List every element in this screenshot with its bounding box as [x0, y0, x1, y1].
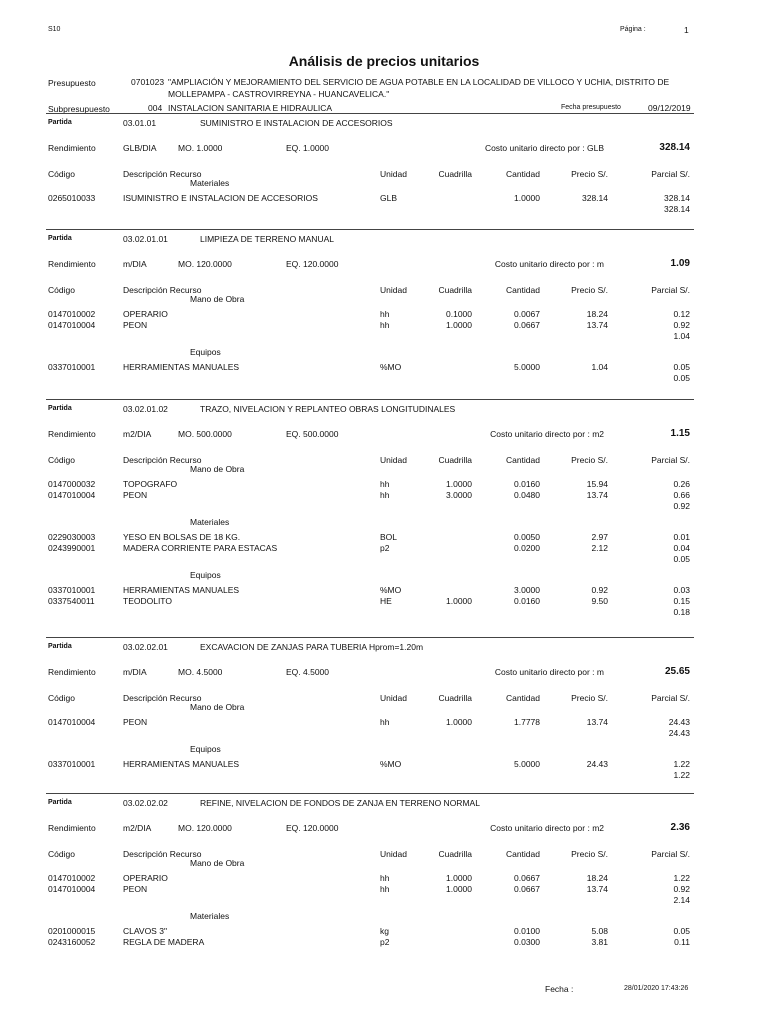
- resource-precio: 13.74: [586, 320, 608, 330]
- rendimiento-label: Rendimiento: [48, 259, 96, 269]
- resource-code: 0147010004: [48, 884, 96, 894]
- partida-name: LIMPIEZA DE TERRENO MANUAL: [200, 234, 334, 244]
- col-header-codigo: Código: [48, 849, 75, 859]
- col-header-parcial: Parcial S/.: [651, 285, 690, 295]
- col-header-cuadrilla: Cuadrilla: [438, 169, 472, 179]
- col-header-precio: Precio S/.: [571, 455, 608, 465]
- resource-parcial: 0.92: [673, 884, 690, 894]
- fecha-presupuesto-label: Fecha presupuesto: [561, 104, 621, 111]
- partida-label: Partida: [48, 235, 72, 242]
- group-name: Materiales: [190, 178, 230, 188]
- group-subtotal: 1.22: [673, 770, 690, 780]
- col-header-unidad: Unidad: [380, 693, 407, 703]
- col-header-precio: Precio S/.: [571, 849, 608, 859]
- col-header-descripcion: Descripción Recurso: [123, 693, 202, 703]
- resource-code: 0229030003: [48, 532, 96, 542]
- resource-parcial: 0.11: [674, 937, 690, 947]
- group-name: Mano de Obra: [190, 294, 245, 304]
- col-header-unidad: Unidad: [380, 455, 407, 465]
- col-header-cantidad: Cantidad: [505, 455, 540, 465]
- resource-description: OPERARIO: [123, 873, 168, 883]
- resource-description: HERRAMIENTAS MANUALES: [123, 759, 240, 769]
- col-header-descripcion: Descripción Recurso: [123, 285, 202, 295]
- costo-unitario-value: 1.09: [670, 258, 690, 269]
- resource-precio: 3.81: [591, 937, 608, 947]
- col-header-descripcion: Descripción Recurso: [123, 169, 202, 179]
- resource-precio: 2.97: [591, 532, 608, 542]
- partida-separator: [46, 399, 694, 400]
- col-header-codigo: Código: [48, 693, 75, 703]
- col-header-cantidad: Cantidad: [505, 285, 540, 295]
- resource-cantidad: 0.0200: [514, 543, 540, 553]
- group-subtotal: 0.05: [673, 554, 690, 564]
- group-name: Equipos: [190, 347, 221, 357]
- resource-code: 0337540011: [48, 596, 95, 606]
- resource-unit: p2: [380, 937, 390, 947]
- col-header-cuadrilla: Cuadrilla: [438, 849, 472, 859]
- group-subtotal: 0.18: [673, 607, 690, 617]
- group-subtotal: 1.04: [673, 331, 690, 341]
- resource-description: CLAVOS 3": [123, 926, 167, 936]
- partida-separator: [46, 229, 694, 230]
- resource-parcial: 0.04: [673, 543, 690, 553]
- resource-precio: 18.24: [586, 309, 608, 319]
- resource-code: 0147010002: [48, 873, 96, 883]
- costo-unitario-value: 25.65: [664, 666, 690, 677]
- resource-parcial: 24.43: [668, 717, 690, 727]
- col-header-precio: Precio S/.: [571, 169, 608, 179]
- resource-cuadrilla: 3.0000: [446, 490, 472, 500]
- group-name: Mano de Obra: [190, 464, 245, 474]
- rendimiento-unit: m2/DIA: [123, 823, 152, 833]
- resource-unit: hh: [380, 884, 390, 894]
- footer-fecha-label: Fecha :: [545, 984, 574, 994]
- partida-name: EXCAVACION DE ZANJAS PARA TUBERIA Hprom=1.20m: [200, 642, 424, 652]
- costo-unitario-value: 2.36: [670, 822, 690, 833]
- group-name: Mano de Obra: [190, 858, 245, 868]
- rendimiento-eq: EQ. 120.0000: [286, 259, 339, 269]
- group-name: Materiales: [190, 517, 230, 527]
- rendimiento-label: Rendimiento: [48, 143, 96, 153]
- resource-code: 0147010002: [48, 309, 96, 319]
- partida-code: 03.02.02.01: [123, 642, 168, 652]
- col-header-descripcion: Descripción Recurso: [123, 455, 202, 465]
- resource-code: 0147000032: [48, 479, 96, 489]
- subpresupuesto-label: Subpresupuesto: [48, 104, 110, 114]
- resource-description: HERRAMIENTAS MANUALES: [123, 362, 240, 372]
- resource-cantidad: 0.0067: [514, 309, 540, 319]
- page-title: Análisis de precios unitarios: [288, 53, 480, 69]
- resource-unit: BOL: [380, 532, 398, 542]
- resource-parcial: 1.22: [673, 759, 690, 769]
- col-header-cuadrilla: Cuadrilla: [438, 693, 472, 703]
- resource-description: PEON: [123, 320, 148, 330]
- resource-cantidad: 0.0050: [514, 532, 540, 542]
- rendimiento-unit: m/DIA: [123, 259, 147, 269]
- resource-code: 0243990001: [48, 543, 96, 553]
- resource-parcial: 0.03: [673, 585, 690, 595]
- resource-unit: hh: [380, 320, 390, 330]
- partida-code: 03.02.01.01: [123, 234, 168, 244]
- resource-unit: p2: [380, 543, 390, 553]
- group-subtotal: 24.43: [668, 728, 690, 738]
- resource-cuadrilla: 1.0000: [446, 596, 472, 606]
- presupuesto-label: Presupuesto: [48, 78, 96, 88]
- resource-code: 0265010033: [48, 193, 96, 203]
- col-header-codigo: Código: [48, 169, 75, 179]
- resource-code: 0147010004: [48, 320, 96, 330]
- resource-precio: 9.50: [591, 596, 608, 606]
- resource-precio: 18.24: [586, 873, 608, 883]
- resource-code: 0243160052: [48, 937, 96, 947]
- rendimiento-mo: MO. 500.0000: [178, 429, 232, 439]
- resource-cantidad: 0.0100: [514, 926, 540, 936]
- resource-cantidad: 0.0160: [514, 596, 540, 606]
- resource-cantidad: 0.0667: [514, 320, 540, 330]
- resource-cantidad: 5.0000: [514, 759, 540, 769]
- presupuesto-name-line2: MOLLEPAMPA - CASTROVIRREYNA - HUANCAVELICA.": [168, 89, 390, 99]
- report-code: S10: [48, 26, 61, 33]
- resource-unit: %MO: [380, 585, 402, 595]
- footer-fecha-value: 28/01/2020 17:43:26: [624, 985, 689, 992]
- rendimiento-mo: MO. 120.0000: [178, 823, 232, 833]
- col-header-descripcion: Descripción Recurso: [123, 849, 202, 859]
- col-header-precio: Precio S/.: [571, 285, 608, 295]
- resource-parcial: 0.05: [673, 926, 690, 936]
- resource-description: HERRAMIENTAS MANUALES: [123, 585, 240, 595]
- rendimiento-unit: GLB/DIA: [123, 143, 157, 153]
- col-header-codigo: Código: [48, 455, 75, 465]
- col-header-cuadrilla: Cuadrilla: [438, 285, 472, 295]
- costo-unitario-label: Costo unitario directo por : m: [494, 667, 604, 677]
- group-name: Equipos: [190, 744, 221, 754]
- group-name: Equipos: [190, 570, 221, 580]
- col-header-parcial: Parcial S/.: [651, 455, 690, 465]
- resource-description: OPERARIO: [123, 309, 168, 319]
- resource-description: PEON: [123, 717, 148, 727]
- resource-precio: 1.04: [591, 362, 608, 372]
- resource-precio: 328.14: [582, 193, 608, 203]
- partida-label: Partida: [48, 799, 72, 806]
- resource-code: 0337010001: [48, 585, 96, 595]
- resource-cantidad: 0.0480: [514, 490, 540, 500]
- resource-parcial: 0.05: [673, 362, 690, 372]
- resource-description: ISUMINISTRO E INSTALACION DE ACCESORIOS: [123, 193, 318, 203]
- costo-unitario-value: 1.15: [670, 428, 690, 439]
- rendimiento-eq: EQ. 1.0000: [286, 143, 330, 153]
- costo-unitario-label: Costo unitario directo por : GLB: [484, 143, 604, 153]
- resource-parcial: 0.26: [673, 479, 690, 489]
- partida-name: TRAZO, NIVELACION Y REPLANTEO OBRAS LONGITUDINALES: [200, 404, 456, 414]
- resource-description: MADERA CORRIENTE PARA ESTACAS: [123, 543, 278, 553]
- resource-cantidad: 3.0000: [514, 585, 540, 595]
- partida-separator: [46, 637, 694, 638]
- partida-label: Partida: [48, 405, 72, 412]
- resource-code: 0147010004: [48, 717, 96, 727]
- subpresupuesto-name: INSTALACION SANITARIA E HIDRAULICA: [168, 103, 333, 113]
- group-name: Mano de Obra: [190, 702, 245, 712]
- rendimiento-eq: EQ. 120.0000: [286, 823, 339, 833]
- resource-unit: hh: [380, 479, 390, 489]
- resource-unit: hh: [380, 490, 390, 500]
- partida-code: 03.02.01.02: [123, 404, 168, 414]
- col-header-codigo: Código: [48, 285, 75, 295]
- costo-unitario-label: Costo unitario directo por : m2: [490, 823, 604, 833]
- resource-code: 0337010001: [48, 362, 96, 372]
- resource-cuadrilla: 1.0000: [446, 479, 472, 489]
- resource-precio: 15.94: [586, 479, 608, 489]
- resource-unit: %MO: [380, 362, 402, 372]
- resource-cantidad: 5.0000: [514, 362, 540, 372]
- partida-name: SUMINISTRO E INSTALACION DE ACCESORIOS: [200, 118, 393, 128]
- resource-parcial: 0.12: [673, 309, 690, 319]
- resource-description: PEON: [123, 884, 148, 894]
- group-subtotal: 0.92: [673, 501, 690, 511]
- rendimiento-mo: MO. 120.0000: [178, 259, 232, 269]
- rendimiento-eq: EQ. 500.0000: [286, 429, 339, 439]
- resource-precio: 2.12: [591, 543, 608, 553]
- rendimiento-mo: MO. 4.5000: [178, 667, 223, 677]
- resource-parcial: 0.66: [673, 490, 690, 500]
- resource-description: TEODOLITO: [123, 596, 172, 606]
- resource-cantidad: 0.0667: [514, 884, 540, 894]
- resource-parcial: 0.92: [673, 320, 690, 330]
- resource-description: TOPOGRAFO: [123, 479, 178, 489]
- resource-code: 0337010001: [48, 759, 96, 769]
- rendimiento-label: Rendimiento: [48, 429, 96, 439]
- col-header-cantidad: Cantidad: [505, 169, 540, 179]
- resource-cantidad: 0.0160: [514, 479, 540, 489]
- presupuesto-code: 0701023: [131, 77, 165, 87]
- resource-cantidad: 0.0667: [514, 873, 540, 883]
- partida-separator: [46, 113, 694, 114]
- rendimiento-label: Rendimiento: [48, 823, 96, 833]
- page-label: Página :: [620, 26, 646, 33]
- col-header-parcial: Parcial S/.: [651, 693, 690, 703]
- subpresupuesto-code: 004: [148, 103, 163, 113]
- resource-description: PEON: [123, 490, 148, 500]
- col-header-unidad: Unidad: [380, 849, 407, 859]
- resource-unit: hh: [380, 717, 390, 727]
- group-subtotal: 0.05: [673, 373, 690, 383]
- rendimiento-label: Rendimiento: [48, 667, 96, 677]
- costo-unitario-label: Costo unitario directo por : m: [494, 259, 604, 269]
- partida-code: 03.01.01: [123, 118, 157, 128]
- resource-unit: %MO: [380, 759, 402, 769]
- resource-precio: 5.08: [591, 926, 608, 936]
- col-header-parcial: Parcial S/.: [651, 849, 690, 859]
- resource-cuadrilla: 0.1000: [446, 309, 472, 319]
- resource-precio: 0.92: [591, 585, 608, 595]
- partida-separator: [46, 793, 694, 794]
- resource-parcial: 0.15: [673, 596, 690, 606]
- resource-parcial: 328.14: [664, 193, 690, 203]
- resource-precio: 13.74: [586, 490, 608, 500]
- resource-parcial: 1.22: [673, 873, 690, 883]
- col-header-unidad: Unidad: [380, 169, 407, 179]
- col-header-cantidad: Cantidad: [505, 849, 540, 859]
- resource-cantidad: 1.7778: [514, 717, 540, 727]
- rendimiento-unit: m2/DIA: [123, 429, 152, 439]
- resource-cantidad: 1.0000: [514, 193, 540, 203]
- resource-cuadrilla: 1.0000: [446, 884, 472, 894]
- col-header-precio: Precio S/.: [571, 693, 608, 703]
- resource-parcial: 0.01: [673, 532, 690, 542]
- resource-unit: hh: [380, 309, 390, 319]
- resource-description: YESO EN BOLSAS DE 18 KG.: [123, 532, 241, 542]
- resource-unit: GLB: [380, 193, 398, 203]
- rendimiento-unit: m/DIA: [123, 667, 147, 677]
- group-subtotal: 328.14: [664, 204, 690, 214]
- partida-label: Partida: [48, 643, 72, 650]
- costo-unitario-value: 328.14: [659, 142, 690, 153]
- partida-label: Partida: [48, 119, 72, 126]
- resource-cuadrilla: 1.0000: [446, 717, 472, 727]
- rendimiento-eq: EQ. 4.5000: [286, 667, 330, 677]
- resource-cuadrilla: 1.0000: [446, 873, 472, 883]
- col-header-unidad: Unidad: [380, 285, 407, 295]
- resource-code: 0201000015: [48, 926, 96, 936]
- group-subtotal: 2.14: [673, 895, 690, 905]
- costo-unitario-label: Costo unitario directo por : m2: [490, 429, 604, 439]
- resource-unit: kg: [380, 926, 389, 936]
- rendimiento-mo: MO. 1.0000: [178, 143, 223, 153]
- col-header-parcial: Parcial S/.: [651, 169, 690, 179]
- presupuesto-name-line1: "AMPLIACIÓN Y MEJORAMIENTO DEL SERVICIO DE AGUA POTABLE EN LA LOCALIDAD DE VILLOCO Y UCHIA, DISTRITO DE: [168, 77, 670, 87]
- fecha-presupuesto-value: 09/12/2019: [648, 103, 691, 113]
- partida-name: REFINE, NIVELACION DE FONDOS DE ZANJA EN TERRENO NORMAL: [200, 798, 480, 808]
- resource-precio: 13.74: [586, 717, 608, 727]
- group-name: Materiales: [190, 911, 230, 921]
- resource-cuadrilla: 1.0000: [446, 320, 472, 330]
- page-number: 1: [684, 25, 689, 35]
- resource-code: 0147010004: [48, 490, 96, 500]
- resource-precio: 24.43: [586, 759, 608, 769]
- resource-description: REGLA DE MADERA: [123, 937, 205, 947]
- col-header-cuadrilla: Cuadrilla: [438, 455, 472, 465]
- resource-precio: 13.74: [586, 884, 608, 894]
- col-header-cantidad: Cantidad: [505, 693, 540, 703]
- resource-unit: hh: [380, 873, 390, 883]
- resource-cantidad: 0.0300: [514, 937, 540, 947]
- partida-code: 03.02.02.02: [123, 798, 168, 808]
- resource-unit: HE: [380, 596, 392, 606]
